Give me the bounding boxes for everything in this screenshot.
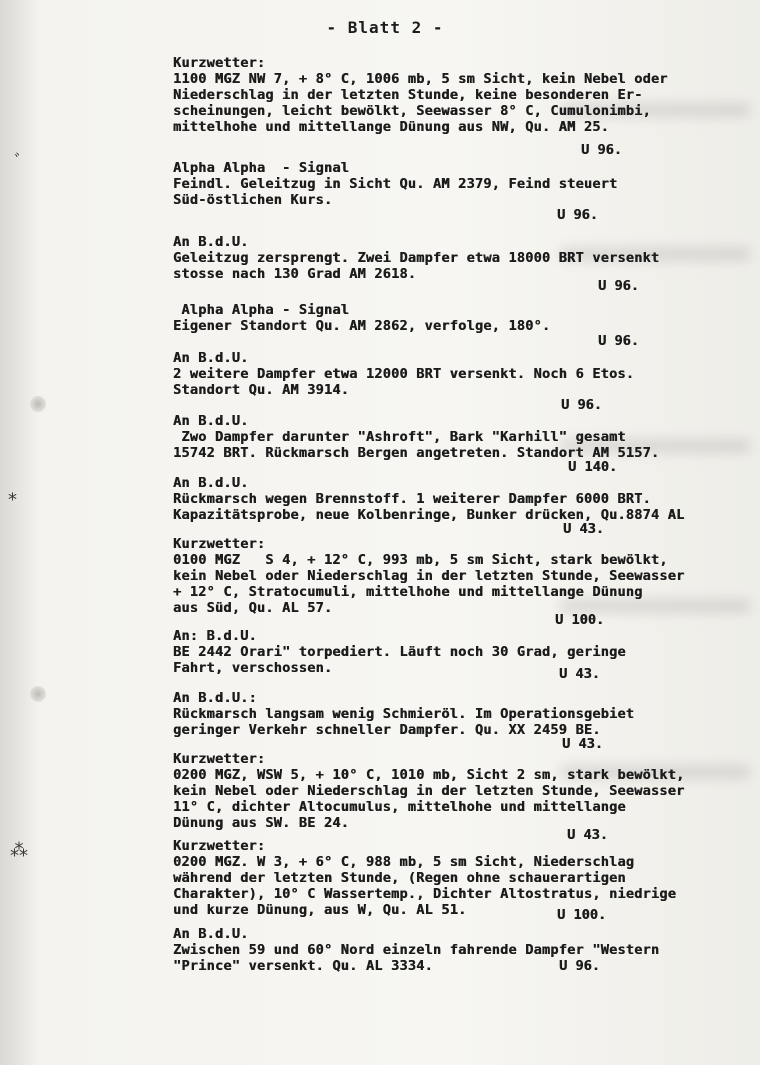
entry-1-line: 1100 MGZ NW 7, + 8° C, 1006 mb, 5 sm Sicht, kein Nebel oder [173, 71, 668, 87]
entry-11-line: 0200 MGZ, WSW 5, + 10° C, 1010 mb, Sicht 2 sm, stark bewölkt, [173, 767, 685, 783]
entry-8-line: aus Süd, Qu. AL 57. [173, 600, 333, 616]
entry-6-signature: U 140. [568, 459, 618, 475]
entry-7-signature: U 43. [563, 521, 604, 537]
entry-1-heading: Kurzwetter: [173, 55, 266, 71]
entry-5-heading: An B.d.U. [173, 350, 249, 366]
entry-12-line: und kurze Dünung, aus W, Qu. AL 51. [173, 902, 467, 918]
entry-13-heading: An B.d.U. [173, 926, 249, 942]
entry-8-heading: Kurzwetter: [173, 536, 266, 552]
entry-5-line: Standort Qu. AM 3914. [173, 382, 350, 398]
entry-11-line: kein Nebel oder Niederschlag in der letzten Stunde, Seewasser [173, 783, 685, 799]
entry-3-line: Geleitzug zersprengt. Zwei Dampfer etwa 18000 BRT versenkt [173, 250, 660, 266]
entry-10-signature: U 43. [562, 736, 603, 752]
entry-1-line: Niederschlag in der letzten Stunde, keine besonderen Er- [173, 87, 643, 103]
entry-9-signature: U 43. [559, 666, 600, 682]
smudge [560, 600, 750, 612]
entry-12-line: während der letzten Stunde, (Regen ohne schauerartigen [173, 870, 626, 886]
entry-3-signature: U 96. [598, 278, 639, 294]
entry-6-line: 15742 BRT. Rückmarsch Bergen angetreten. Standort AM 5157. [173, 445, 660, 461]
entry-4-signature: U 96. [598, 333, 639, 349]
entry-11-line: 11° C, dichter Altocumulus, mittelhohe und mittellange [173, 799, 626, 815]
entry-11-signature: U 43. [567, 827, 608, 843]
entry-11-heading: Kurzwetter: [173, 751, 266, 767]
entry-2-line: Süd-östlichen Kurs. [173, 192, 333, 208]
entry-9-line: BE 2442 Orari" torpediert. Läuft noch 30 Grad, geringe [173, 644, 626, 660]
page-header: - Blatt 2 - [326, 18, 444, 37]
entry-12-signature: U 100. [557, 907, 607, 923]
entry-6-heading: An B.d.U. [173, 413, 249, 429]
entry-7-line: Kapazitätsprobe, neue Kolbenringe, Bunker drücken, Qu.8874 AL [173, 507, 685, 523]
entry-1-signature: U 96. [581, 142, 622, 158]
entry-3-heading: An B.d.U. [173, 234, 249, 250]
entry-8-line: 0100 MGZ S 4, + 12° C, 993 mb, 5 sm Sicht, stark bewölkt, [173, 552, 668, 568]
entry-1-line: mittelhohe und mittellange Dünung aus NW, Qu. AM 25. [173, 119, 609, 135]
entry-2-line: Feindl. Geleitzug in Sicht Qu. AM 2379, Feind steuert [173, 176, 618, 192]
entry-2-signature: U 96. [557, 207, 598, 223]
entry-12-line: 0200 MGZ. W 3, + 6° C, 988 mb, 5 sm Sicht, Niederschlag [173, 854, 635, 870]
entry-3-line: stosse nach 130 Grad AM 2618. [173, 266, 417, 282]
entry-11-line: Dünung aus SW. BE 24. [173, 815, 350, 831]
entry-10-line: geringer Verkehr schneller Dampfer. Qu. XX 2459 BE. [173, 722, 601, 738]
entry-5-signature: U 96. [561, 397, 602, 413]
entry-4-heading: Alpha Alpha - Signal [173, 302, 350, 318]
entry-8-line: kein Nebel oder Niederschlag in der letzten Stunde, Seewasser [173, 568, 685, 584]
punch-hole-top [30, 396, 46, 412]
punch-hole-bottom [30, 686, 46, 702]
entry-4-line: Eigener Standort Qu. AM 2862, verfolge, 180°. [173, 318, 551, 334]
entry-8-line: + 12° C, Stratocumuli, mittelhohe und mittellange Dünung [173, 584, 643, 600]
entry-9-heading: An: B.d.U. [173, 628, 257, 644]
entry-1-line: scheinungen, leicht bewölkt, Seewasser 8° C, Cumulonimbi, [173, 103, 651, 119]
entry-10-heading: An B.d.U.: [173, 690, 257, 706]
entry-10-line: Rückmarsch langsam wenig Schmieröl. Im Operationsgebiet [173, 706, 635, 722]
entry-7-line: Rückmarsch wegen Brennstoff. 1 weiterer Dampfer 6000 BRT. [173, 491, 651, 507]
margin-mark-3: ⁂ [10, 840, 28, 861]
entry-6-line: Zwo Dampfer darunter "Ashroft", Bark "Karhill" gesamt [173, 429, 626, 445]
entry-8-signature: U 100. [555, 612, 605, 628]
entry-13-signature: U 96. [559, 958, 600, 974]
entry-13-line: "Prince" versenkt. Qu. AL 3334. [173, 958, 433, 974]
entry-2-heading: Alpha Alpha - Signal [173, 160, 350, 176]
margin-mark-1: ﾞ [14, 152, 23, 173]
entry-7-heading: An B.d.U. [173, 475, 249, 491]
margin-mark-2: ⁎ [8, 484, 17, 505]
entry-12-line: Charakter), 10° C Wassertemp., Dichter Altostratus, niedrige [173, 886, 677, 902]
entry-9-line: Fahrt, verschossen. [173, 660, 333, 676]
entry-12-heading: Kurzwetter: [173, 838, 266, 854]
entry-5-line: 2 weitere Dampfer etwa 12000 BRT versenkt. Noch 6 Etos. [173, 366, 635, 382]
entry-13-line: Zwischen 59 und 60° Nord einzeln fahrende Dampfer "Western [173, 942, 660, 958]
